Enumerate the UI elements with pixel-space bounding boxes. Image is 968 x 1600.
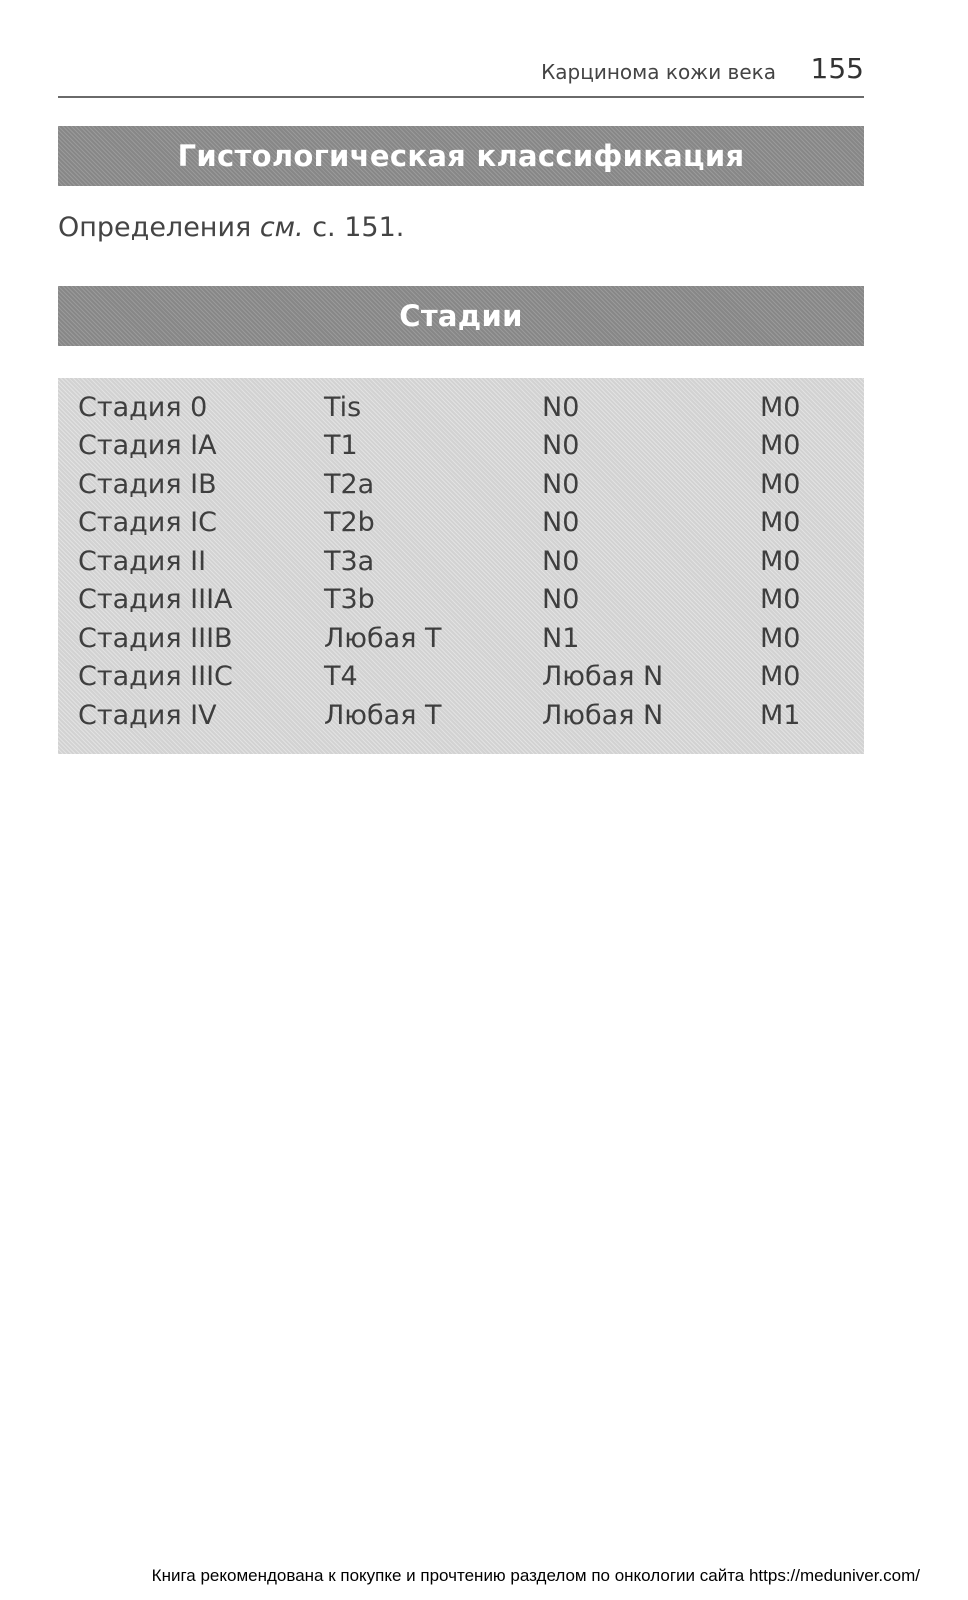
stage-cell: Стадия IIIA <box>78 584 233 616</box>
table-row <box>78 581 864 620</box>
n-cell: N0 <box>542 584 580 616</box>
table-row <box>78 658 864 697</box>
n-cell: N0 <box>542 391 580 423</box>
n-cell: Любая N <box>542 699 664 731</box>
running-title: Карцинома кожи века <box>541 60 776 84</box>
definitions-reference <box>58 212 404 243</box>
n-cell: N0 <box>542 468 580 500</box>
stage-cell: Стадия IIIB <box>78 622 233 654</box>
definitions-italic: см. <box>259 212 304 243</box>
table-row <box>78 542 864 581</box>
definitions-suffix: с. 151. <box>303 212 405 243</box>
table-row <box>78 388 864 427</box>
t-cell: T4 <box>324 661 358 693</box>
t-cell: T2a <box>324 468 375 500</box>
t-cell: T3b <box>324 584 375 616</box>
t-cell: T2b <box>324 507 375 539</box>
n-cell: Любая N <box>542 661 664 693</box>
t-cell: Любая T <box>324 622 442 654</box>
stage-cell: Стадия IA <box>78 430 217 462</box>
t-cell: Tis <box>324 391 362 423</box>
table-row <box>78 619 864 658</box>
stage-table <box>58 378 864 754</box>
n-cell: N0 <box>542 545 580 577</box>
m-cell: M0 <box>760 468 801 500</box>
m-cell: M0 <box>760 622 801 654</box>
page-header <box>58 46 864 98</box>
stage-cell: Стадия IB <box>78 468 217 500</box>
stage-cell: Стадия II <box>78 545 207 577</box>
t-cell: Любая T <box>324 699 442 731</box>
table-row <box>78 504 864 543</box>
stage-cell: Стадия IV <box>78 699 217 731</box>
n-cell: N0 <box>542 507 580 539</box>
t-cell: T3a <box>324 545 375 577</box>
m-cell: M0 <box>760 507 801 539</box>
m-cell: M1 <box>760 699 801 731</box>
histology-section-heading: Гистологическая классификация <box>58 126 864 186</box>
definitions-prefix: Определения <box>58 212 260 243</box>
n-cell: N0 <box>542 430 580 462</box>
stage-cell: Стадия IC <box>78 507 217 539</box>
m-cell: M0 <box>760 430 801 462</box>
page-number: 155 <box>810 52 864 85</box>
stage-cell: Стадия 0 <box>78 391 208 423</box>
m-cell: M0 <box>760 661 801 693</box>
stage-cell: Стадия IIIC <box>78 661 233 693</box>
table-row <box>78 465 864 504</box>
table-row <box>78 696 864 735</box>
stages-section-heading: Стадии <box>58 286 864 346</box>
footer-note: Книга рекомендована к покупке и прочтению разделом по онкологии сайта https://meduniver.com/ <box>151 1566 920 1585</box>
t-cell: T1 <box>324 430 358 462</box>
m-cell: M0 <box>760 545 801 577</box>
n-cell: N1 <box>542 622 580 654</box>
m-cell: M0 <box>760 584 801 616</box>
table-row <box>78 427 864 466</box>
m-cell: M0 <box>760 391 801 423</box>
